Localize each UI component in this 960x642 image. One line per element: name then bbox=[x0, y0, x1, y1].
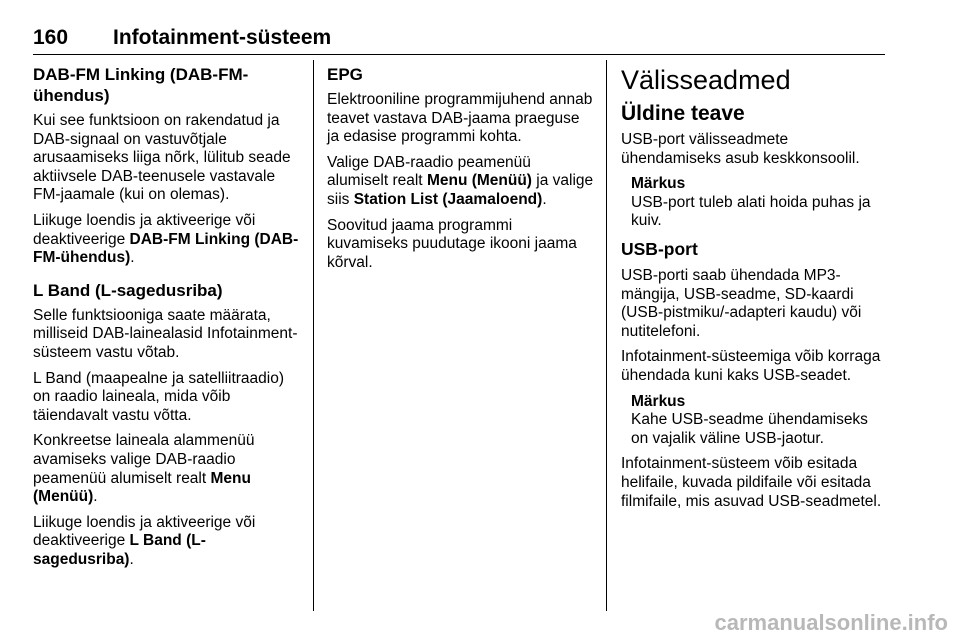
paragraph: Kui see funktsioon on rakendatud ja DAB-signaal on vastuvõtjale arusaamiseks liiga nõrk, lülitub seade aktiivsele DAB-teenusele vastavale FM-jaamale (kui on olemas). bbox=[33, 112, 291, 204]
paragraph bbox=[33, 514, 301, 570]
paragraph: Elektrooniline programmijuhend annab teavet vastava DAB-jaama praeguse ja edasise programmi kohta. bbox=[327, 91, 593, 146]
text: ja valige siis bbox=[327, 172, 594, 208]
paragraph: Soovitud jaama programmi kuvamiseks puudutage ikooni jaama kõrval. bbox=[327, 216, 577, 271]
text: . bbox=[93, 488, 98, 506]
text: . bbox=[542, 190, 547, 208]
menu-term: Menu (Menüü) bbox=[426, 172, 532, 190]
column-middle bbox=[327, 64, 595, 279]
section-title-l-band: L Band (L-sagedusriba) bbox=[33, 280, 223, 300]
note-title: Märkus bbox=[631, 175, 686, 193]
page-header bbox=[33, 26, 885, 54]
chapter-title: Infotainment-süsteem bbox=[113, 26, 332, 49]
menu-term: Station List (Jaamaloend) bbox=[353, 190, 543, 208]
section-title-epg: EPG bbox=[327, 65, 363, 84]
section-title-usb-port: USB-port bbox=[621, 238, 698, 259]
paragraph: Infotainment-süsteemiga võib korraga ühendada kuni kaks USB-seadet. bbox=[621, 348, 881, 384]
subsection-title: Üldine teave bbox=[621, 102, 745, 125]
paragraph: USB-porti saab ühendada MP3-mängija, USB-seadme, SD-kaardi (USB-pistmiku/-adapteri kaudu) või nutitelefoni. bbox=[621, 266, 862, 340]
paragraph: USB-port välisseadmete ühendamiseks asub keskkonsoolil. bbox=[621, 131, 860, 167]
menu-term: DAB-FM Linking (DAB-FM-ühendus) bbox=[33, 230, 299, 267]
text: Konkreetse laineala alammenüü avamiseks valige DAB-raadio peamenüü alumiselt realt bbox=[33, 432, 255, 487]
note-title: Märkus bbox=[631, 392, 686, 410]
note-box bbox=[631, 393, 887, 449]
column-divider bbox=[606, 60, 607, 611]
watermark: carmanualsonline.info bbox=[714, 610, 948, 635]
note-text: USB-port tuleb alati hoida puhas ja kuiv. bbox=[631, 193, 871, 230]
text: Liikuge loendis ja aktiveerige või deaktiveerige bbox=[33, 513, 256, 550]
section-title-dab-fm-linking: DAB-FM Linking (DAB-FM-ühendus) bbox=[33, 65, 249, 105]
text: . bbox=[129, 550, 134, 568]
column-divider bbox=[313, 60, 314, 611]
paragraph: L Band (maapealne ja satelliitraadio) on raadio laineala, mida võib täiendavalt vastu võtta. bbox=[33, 369, 285, 424]
text: . bbox=[130, 249, 135, 267]
menu-term: Menu (Menüü) bbox=[33, 469, 251, 506]
menu-term: L Band (L-sagedusriba) bbox=[33, 532, 206, 568]
text: Liikuge loendis ja aktiveerige või deaktiveerige bbox=[33, 211, 256, 248]
paragraph bbox=[33, 212, 301, 268]
paragraph: Selle funktsiooniga saate määrata, milliseid DAB-lainealasid Infotainment-süsteem vastu võtab. bbox=[33, 306, 298, 361]
page-number: 160 bbox=[33, 26, 69, 49]
note-box bbox=[631, 175, 887, 231]
chapter-section-title: Välisseadmed bbox=[621, 65, 791, 95]
paragraph bbox=[327, 154, 595, 210]
column-left bbox=[33, 64, 301, 576]
text: Valige DAB-raadio peamenüü alumiselt realt bbox=[327, 153, 531, 190]
paragraph bbox=[33, 432, 301, 506]
header-rule bbox=[33, 54, 885, 55]
column-right bbox=[621, 64, 887, 518]
paragraph: Infotainment-süsteem võib esitada helifaile, kuvada pildifaile või esitada filmifaile, mis asuvad USB-seadmetel. bbox=[621, 455, 882, 510]
note-text: Kahe USB-seadme ühendamiseks on vajalik väline USB-jaotur. bbox=[631, 411, 868, 447]
